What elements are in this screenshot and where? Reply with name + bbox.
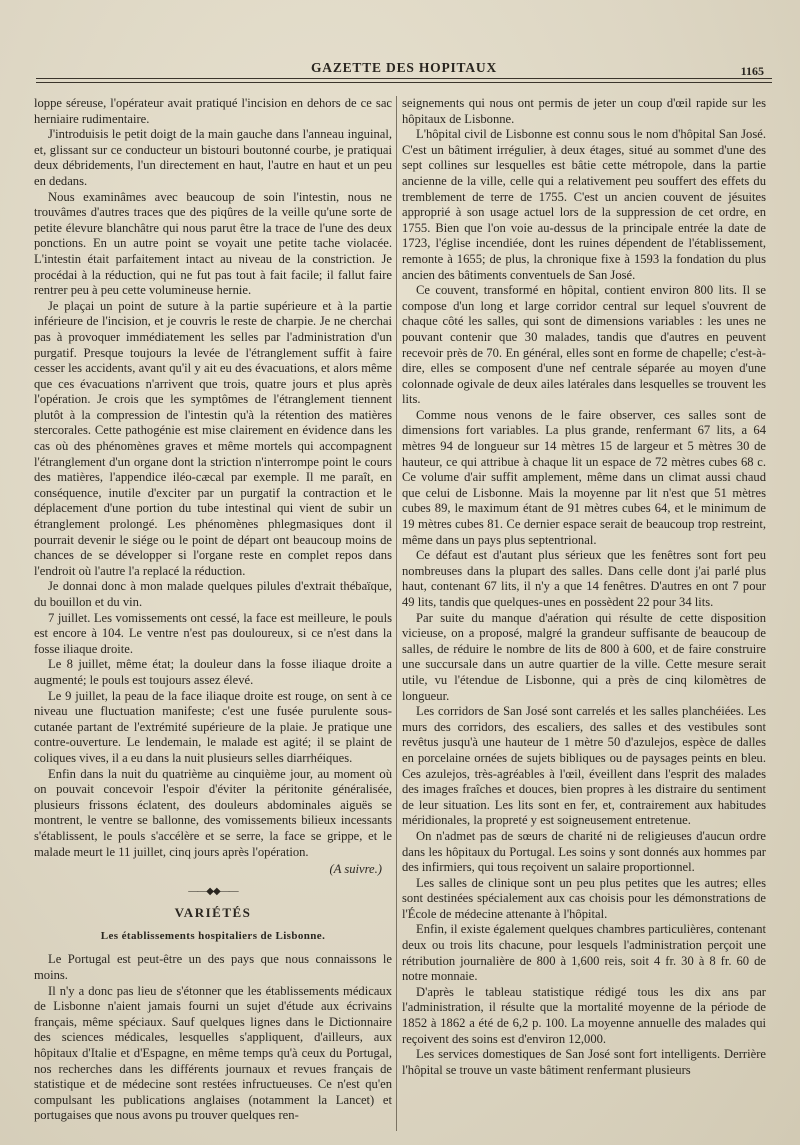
paragraph: Le 9 juillet, la peau de la face iliaque droite est rouge, on sent à ce niveau une fluctuation manifeste; c'est une fusée purulente sous-cutanée partant de l'extrémité supérieure de la plaie. Je pratique une contre-ouverture. Le lendemain, le malade est agité; il se plaint de coliques vives, il a eu dans la nuit plusieurs selles diarrhéiques. xyxy=(34,688,392,765)
paragraph: L'hôpital civil de Lisbonne est connu sous le nom d'hôpital San José. C'est un bâtiment irrégulier, à deux étages, situé au sommet d'une des sept collines sur lesquelles est bâtie cette métropole, dans la partie ancienne de la ville, celle qui a relativement peu souffert des effets du tremblement de terre de 1755. C'est un ancien couvent de jésuites approprié à son usage actuel lors de la suppression de cet ordre, en 1755. Bien que l'on voie au-dessus de la principale entrée la date de 1723, l'église incendiée, dont les ruines dépendent de l'établissement, remonte à 1655; de plus, la chronique fixe à 1593 la fondation du plus ancien des bâtiments conventuels de San José. xyxy=(402,127,766,282)
column-divider xyxy=(396,96,397,1131)
paragraph: Les services domestiques de San José sont fort intelligents. Derrière l'hôpital se trouve un vaste bâtiment renfermant plusieurs xyxy=(402,1047,766,1077)
journal-title: GAZETTE DES HOPITAUX xyxy=(310,60,498,75)
paragraph: Comme nous venons de le faire observer, ces salles sont de dimensions fort variables. La plus grande, renfermant 67 lits, a 64 mètres 94 de longueur sur 14 mètres 15 de largeur et 5 mètres 30 de hauteur, ce qui attribue à chaque lit un espace de 72 mètres cubes 68 c. Ce volume d'air suffit amplement, même dans un climat aussi chaud que celui de Lisbonne. Mais la moyenne par lit n'est que 51 mètres cubes 89, le maximum étant de 91 mètres cubes 64, et le minimum de 19 mètres cubes 81. Ce dernier espace serait de beaucoup trop restreint, même dans un pays plus septentrional. xyxy=(402,407,766,547)
paragraph: Le 8 juillet, même état; la douleur dans la fosse iliaque droite a augmenté; le pouls est toujours assez élevé. xyxy=(34,657,392,687)
paragraph: D'après le tableau statistique rédigé tous les dix ans par l'administration, il résulte que la mortalité moyenne de la période de 1852 à 1862 a été de 6,2 p. 100. La moyenne annuelle des malades qui reçoivent des soins est d'environ 12,000. xyxy=(402,984,766,1046)
paragraph: Ce couvent, transformé en hôpital, contient environ 800 lits. Il se compose d'un long et large corridor central sur lequel s'ouvrent de chaque côté les salles, qui sont de dimensions variables : les unes ne pouvant contenir que 30 malades, tandis que d'autres en peuvent recevoir près de 70. En général, elles sont en forme de chapelle; c'est-à-dire, elles se composent d'une nef centrale séparée au moyen d'une colonnade ogivale de deux ailes latérales dans lesquelles se trouvent les lits. xyxy=(402,283,766,407)
masthead xyxy=(36,58,772,94)
paragraph: 7 juillet. Les vomissements ont cessé, la face est meilleure, le pouls est encore à 104. Le ventre n'est pas douloureux, si ce n'est dans la fosse iliaque droite. xyxy=(34,610,392,656)
right-column xyxy=(402,96,766,1126)
paragraph: Je plaçai un point de suture à la partie supérieure et à la partie inférieure de l'incision, et je couvris le reste de charpie. Je ne cherchai pas à provoquer immédiatement les selles par l'administration d'un purgatif. Presque toujours la levée de l'étranglement suffit à faire cesser les accidents, avant qu'il y ait eu des évacuations, et alors même que ces évacuations n'arrivent que trois, quatre jours et plus après l'opération. Je crois que les symptômes de l'étranglement tiennent plutôt à la compression de l'intestin qu'à la rétention des matières stercorales. Cette pathogénie est mise clairement en évidence dans les cas où des phénomènes graves et même mortels qui accompagnent l'étranglement d'un organe dont la striction n'interrompe point le cours des matières, l'appendice iléo-cæcal par exemple. Il me paraît, en conséquence, inutile d'exciter par un purgatif la contraction et le déplacement d'une portion du tube intestinal qui vient de subir un étranglement prolongé. Les phénomènes phlegmasiques dont il pourrait devenir le siége ou le point de départ ont beaucoup moins de chances de se développer si l'organe reste en complet repos dans l'endroit où l'autre l'a replacé la réduction. xyxy=(34,298,392,578)
left-column xyxy=(34,96,392,1126)
page-number: 1165 xyxy=(740,64,764,78)
paragraph: Enfin, il existe également quelques chambres particulières, contenant deux ou trois lits chacune, pour lesquels l'administration perçoit une rétribution journalière de 800 à 1,600 reis, soit 4 fr. 30 à 8 fr. 60 de notre monnaie. xyxy=(402,922,766,984)
to-be-continued: (A suivre.) xyxy=(329,862,382,877)
paragraph: Je donnai donc à mon malade quelques pilules d'extrait thébaïque, du bouillon et du vin. xyxy=(34,579,392,609)
paragraph: Il n'y a donc pas lieu de s'étonner que les établissements médicaux de Lisbonne n'aient jamais fourni un sujet d'étude aux écrivains français, même spéciaux. Sauf quelques lignes dans le Dictionnaire des sciences médicales, lesquelles s'appliquent, d'ailleurs, aux hôpitaux d'Italie et d'Espagne, en même temps qu'à ceux du Portugal, nos recherches dans les différents journaux et revues français de statistique et de médecine sont restées infructueuses. Ce n'est qu'en compulsant les publications anglaises (notamment la Lancet) et portugaises que nous avons pu trouver quelques ren- xyxy=(34,983,392,1123)
paragraph: Les corridors de San José sont carrelés et les salles planchéiées. Les murs des corridors, des escaliers, des salles et des vestibules sont revêtus jusqu'à une hauteur de 1 mètre 50 d'azulejos, espèce de dalles en porcelaine ornées de sujets bibliques ou de paysages peints en bleu. Ces azulejos, très-agréables à l'œil, éveillent dans l'esprit des malades des images fraîches et douces, bien propres à les distraire du sentiment de leur situation. Les lits sont en fer, et, contrairement aux habitudes méridionales, la propreté y est soigneusement entretenue. xyxy=(402,704,766,828)
paragraph: On n'admet pas de sœurs de charité ni de religieuses d'aucun ordre dans les hôpitaux du Portugal. Les soins y sont donnés aux hommes par des infirmiers, qui tous reçoivent un salaire proportionnel. xyxy=(402,828,766,875)
paragraph: J'introduisis le petit doigt de la main gauche dans l'anneau inguinal, et, glissant sur ce conducteur un bistouri boutonné courbe, je pratiquai deux débridements, l'un directement en haut, l'autre en haut et un peu en dedans. xyxy=(34,127,392,188)
section-title: VARIÉTÉS xyxy=(174,905,252,921)
masthead-rule-thin xyxy=(36,82,772,83)
paragraph: Par suite du manque d'aération qui résulte de cette disposition vicieuse, on a proposé, malgré la grandeur suffisante de beaucoup de salles, de réduire le nombre de lits de 800 à 600, et de faire construire une succursale dans un autre quartier de la ville. Cette mesure serait utile, vu l'étendue de Lisbonne, qui a près de cinq kilomètres de longueur. xyxy=(402,610,766,703)
article-subtitle: Les établissements hospitaliers de Lisbonne. xyxy=(100,929,326,942)
paragraph: Enfin dans la nuit du quatrième au cinquième jour, au moment où on pouvait concevoir l'espoir d'éviter la péritonite généralisée, plusieurs frissons éclatent, des douleurs abdominales aiguës se montrent, le ventre se ballonne, des vomissements bilieux incessants s'établissent, le pouls s'accélère et se serre, la face se grippe, et le malade meurt le 11 juillet, cinq jours après l'opération. xyxy=(34,766,392,859)
paragraph: loppe séreuse, l'opérateur avait pratiqué l'incision en dehors de ce sac herniaire rudimentaire. xyxy=(34,96,392,126)
paragraph: seignements qui nous ont permis de jeter un coup d'œil rapide sur les hôpitaux de Lisbonne. xyxy=(402,96,766,126)
paragraph: Les salles de clinique sont un peu plus petites que les autres; elles sont destinées spécialement aux cas choisis pour les démonstrations de l'École de médecine attenante à l'hôpital. xyxy=(402,875,766,921)
ornament-divider: ——◆◆—— xyxy=(188,885,238,897)
paragraph: Le Portugal est peut-être un des pays que nous connaissons le moins. xyxy=(34,952,392,983)
paragraph: Ce défaut est d'autant plus sérieux que les fenêtres sont fort peu nombreuses dans la plupart des salles. Dans celle dont j'ai parlé plus haut, contenant 67 lits, il n'y a que 14 fenêtres. D'autres en ont 7 pour 49 lits, tandis que quelques-unes en possèdent 22 pour 34 lits. xyxy=(402,548,766,609)
masthead-rule-thick xyxy=(36,78,772,79)
paragraph: Nous examinâmes avec beaucoup de soin l'intestin, nous ne trouvâmes d'autres traces que des piqûres de la veille qu'une sorte de petite élevure blanchâtre qui nous parut être la trace de l'une des deux ponctions. En un autre point se voyait une petite tache violacée. L'intestin était parfaitement intact au niveau de la constriction. Je procédai à la réduction, qui ne fut pas tout à fait facile; il fallut faire rentrer peu à peu cette volumineuse hernie. xyxy=(34,189,392,298)
